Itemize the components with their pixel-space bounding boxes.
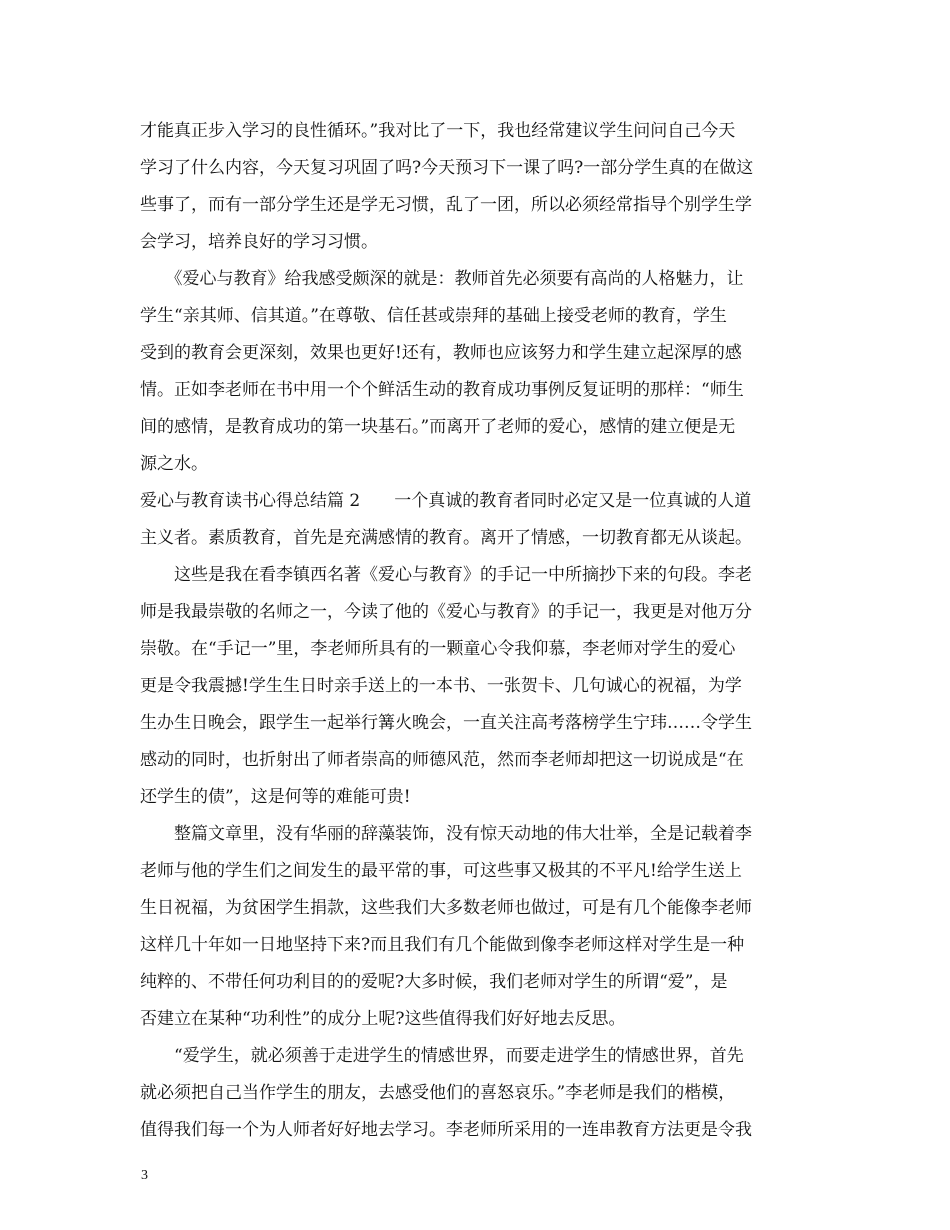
text-line: 否建立在某种“功利性”的成分上呢?这些值得我们好好地去反思。 bbox=[140, 1009, 626, 1029]
text-line: 生日祝福，为贫困学生捐款，这些我们大多数老师也做过，可是有几个能像李老师 bbox=[140, 898, 752, 918]
text-line: 更是令我震撼!学生生日时亲手送上的一本书、一张贺卡、几句诚心的祝福，为学 bbox=[140, 676, 742, 696]
text-line: 主义者。素质教育，首先是充满感情的教育。离开了情感，一切教育都无从谈起。 bbox=[140, 528, 752, 548]
text-line: 就必须把自己当作学生的朋友，去感受他们的喜怒哀乐。”李老师是我们的楷模， bbox=[140, 1083, 736, 1103]
text-line: 这些是我在看李镇西名著《爱心与教育》的手记一中所摘抄下来的句段。李老 bbox=[140, 565, 752, 585]
text-line: 整篇文章里，没有华丽的辞藻装饰，没有惊天动地的伟大壮举，全是记载着李 bbox=[140, 824, 752, 844]
text-line: 感动的同时，也折射出了师者崇高的师德风范，然而李老师却把这一切说成是“在 bbox=[140, 750, 744, 770]
text-line: 还学生的债”，这是何等的难能可贵! bbox=[140, 787, 411, 807]
text-line: 崇敬。在“手记一”里，李老师所具有的一颗童心令我仰慕，李老师对学生的爱心 bbox=[140, 639, 736, 659]
text-line: 学习了什么内容，今天复习巩固了吗?今天预习下一课了吗?一部分学生真的在做这 bbox=[140, 158, 754, 178]
text-line: 这样几十年如一日地坚持下来?而且我们有几个能做到像李老师这样对学生是一种 bbox=[140, 935, 745, 955]
text-line: “爱学生，就必须善于走进学生的情感世界，而要走进学生的情感世界，首先 bbox=[140, 1046, 744, 1066]
text-line: 些事了，而有一部分学生还是学无习惯，乱了一团，所以必须经常指导个别学生学 bbox=[140, 195, 752, 215]
text-line: 值得我们每一个为人师者好好地去学习。李老师所采用的一连串教育方法更是令我 bbox=[140, 1120, 752, 1140]
text-line: 《爱心与教育》给我感受颇深的就是：教师首先必须要有高尚的人格魅力，让 bbox=[140, 269, 744, 289]
text-line: 才能真正步入学习的良性循环。”我对比了一下，我也经常建议学生问问自己今天 bbox=[140, 121, 736, 141]
text-line: 情。正如李老师在书中用一个个鲜活生动的教育成功事例反复证明的那样：“师生 bbox=[140, 380, 744, 400]
text-line: 老师与他的学生们之间发生的最平常的事，可这些事又极其的不平凡!给学生送上 bbox=[140, 861, 742, 881]
text-line: 间的感情，是教育成功的第一块基石。”而离开了老师的爱心，感情的建立便是无 bbox=[140, 417, 736, 437]
document-body bbox=[140, 113, 814, 1149]
text-line: 学生“亲其师、信其道。”在尊敬、信任甚或崇拜的基础上接受老师的教育，学生 bbox=[140, 306, 727, 326]
page-number: 3 bbox=[141, 1168, 148, 1183]
text-line: 师是我最崇敬的名师之一，今读了他的《爱心与教育》的手记一，我更是对他万分 bbox=[140, 602, 752, 622]
text-line: 源之水。 bbox=[140, 454, 208, 474]
text-line: 受到的教育会更深刻，效果也更好!还有，教师也应该努力和学生建立起深厚的感 bbox=[140, 343, 742, 363]
text-line: 纯粹的、不带任何功利目的的爱呢?大多时候，我们老师对学生的所谓“爱”，是 bbox=[140, 972, 728, 992]
text-line: 会学习，培养良好的学习习惯。 bbox=[140, 232, 378, 252]
text-line: 爱心与教育读书心得总结篇 2 一个真诚的教育者同时必定又是一位真诚的人道 bbox=[140, 491, 752, 511]
text-line: 生办生日晚会，跟学生一起举行篝火晚会，一直关注高考落榜学生宁玮……令学生 bbox=[140, 713, 752, 733]
